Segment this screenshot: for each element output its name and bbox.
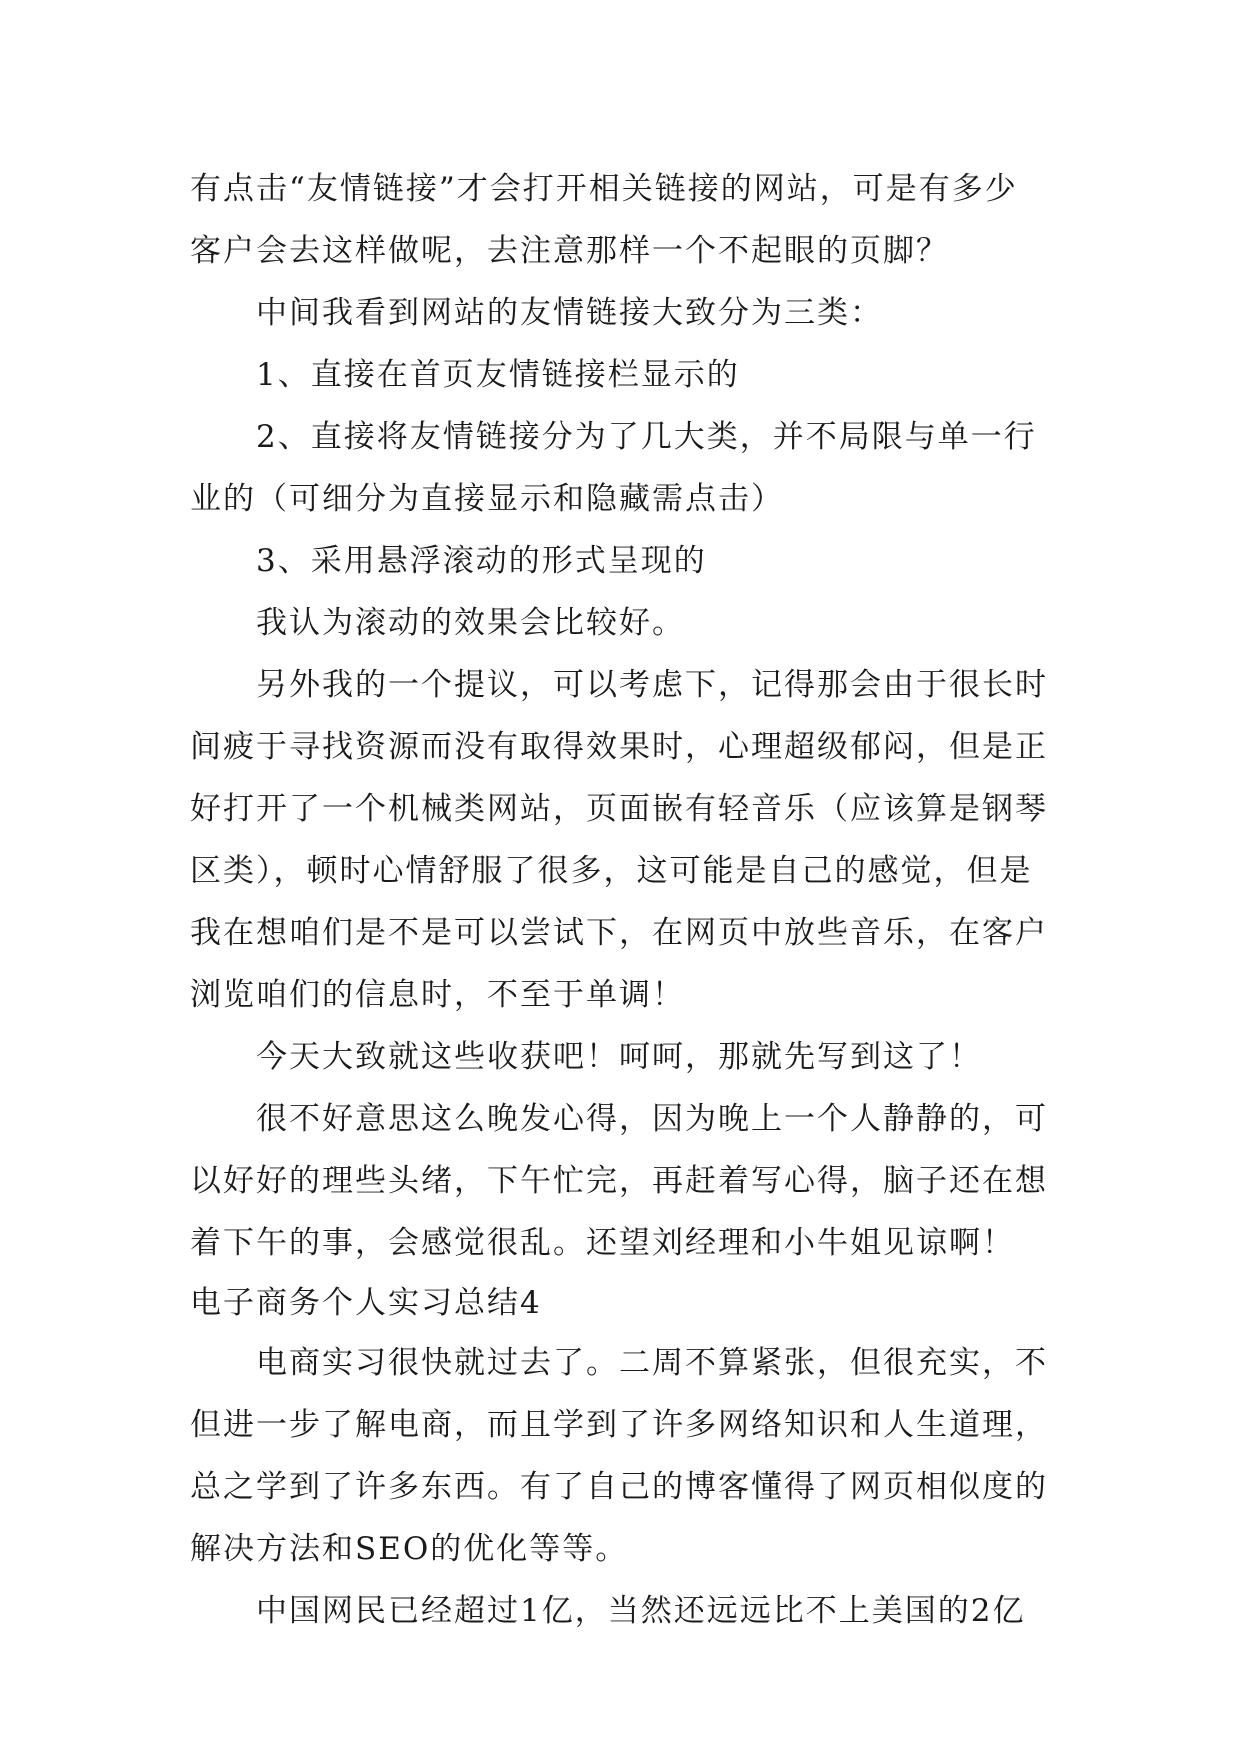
paragraph-line: 中国网民已经超过1亿，当然还远远比不上美国的2亿 bbox=[256, 1593, 1026, 1629]
list-item: 1、直接在首页友情链接栏显示的 bbox=[256, 357, 740, 393]
paragraph-line: 区类），顿时心情舒服了很多，这可能是自己的感觉，但是 bbox=[190, 853, 1033, 889]
paragraph-line: 浏览咱们的信息时，不至于单调！ bbox=[190, 977, 685, 1013]
paragraph-line: 今天大致就这些收获吧！呵呵，那就先写到这了！ bbox=[256, 1039, 982, 1075]
list-item: 2、直接将友情链接分为了几大类，并不局限与单一行 bbox=[256, 419, 1037, 455]
paragraph-line: 我在想咱们是不是可以尝试下，在网页中放些音乐，在客户 bbox=[190, 915, 1048, 951]
paragraph-line: 间疲于寻找资源而没有取得效果时，心理超级郁闷，但是正 bbox=[190, 729, 1048, 765]
paragraph-line: 着下午的事，会感觉很乱。还望刘经理和小牛姐见谅啊！ bbox=[190, 1225, 1015, 1261]
paragraph-line: 好打开了一个机械类网站，页面嵌有轻音乐（应该算是钢琴 bbox=[190, 791, 1048, 827]
paragraph-line: 总之学到了许多东西。有了自己的博客懂得了网页相似度的 bbox=[190, 1469, 1048, 1505]
paragraph-line: 但进一步了解电商，而且学到了许多网络知识和人生道理， bbox=[190, 1407, 1048, 1443]
paragraph-line: 另外我的一个提议，可以考虑下，记得那会由于很长时 bbox=[256, 667, 1048, 703]
list-item: 3、采用悬浮滚动的形式呈现的 bbox=[256, 543, 707, 579]
paragraph-line: 解决方法和SEO的优化等等。 bbox=[190, 1531, 629, 1567]
paragraph-line: 我认为滚动的效果会比较好。 bbox=[256, 605, 685, 641]
paragraph-line: 很不好意思这么晚发心得，因为晚上一个人静静的，可 bbox=[256, 1101, 1048, 1137]
section-heading: 电子商务个人实习总结4 bbox=[190, 1285, 542, 1321]
paragraph-line: 以好好的理些头绪，下午忙完，再赶着写心得，脑子还在想 bbox=[190, 1163, 1048, 1199]
list-item-continuation: 业的（可细分为直接显示和隐藏需点击） bbox=[190, 481, 784, 517]
paragraph-line: 客户会去这样做呢，去注意那样一个不起眼的页脚？ bbox=[190, 233, 949, 269]
paragraph-line: 电商实习很快就过去了。二周不算紧张，但很充实，不 bbox=[256, 1345, 1048, 1381]
paragraph-line: 有点击“友情链接”才会打开相关链接的网站，可是有多少 bbox=[190, 171, 1018, 207]
paragraph-line: 中间我看到网站的友情链接大致分为三类： bbox=[256, 295, 883, 331]
document-body bbox=[190, 158, 1050, 1642]
